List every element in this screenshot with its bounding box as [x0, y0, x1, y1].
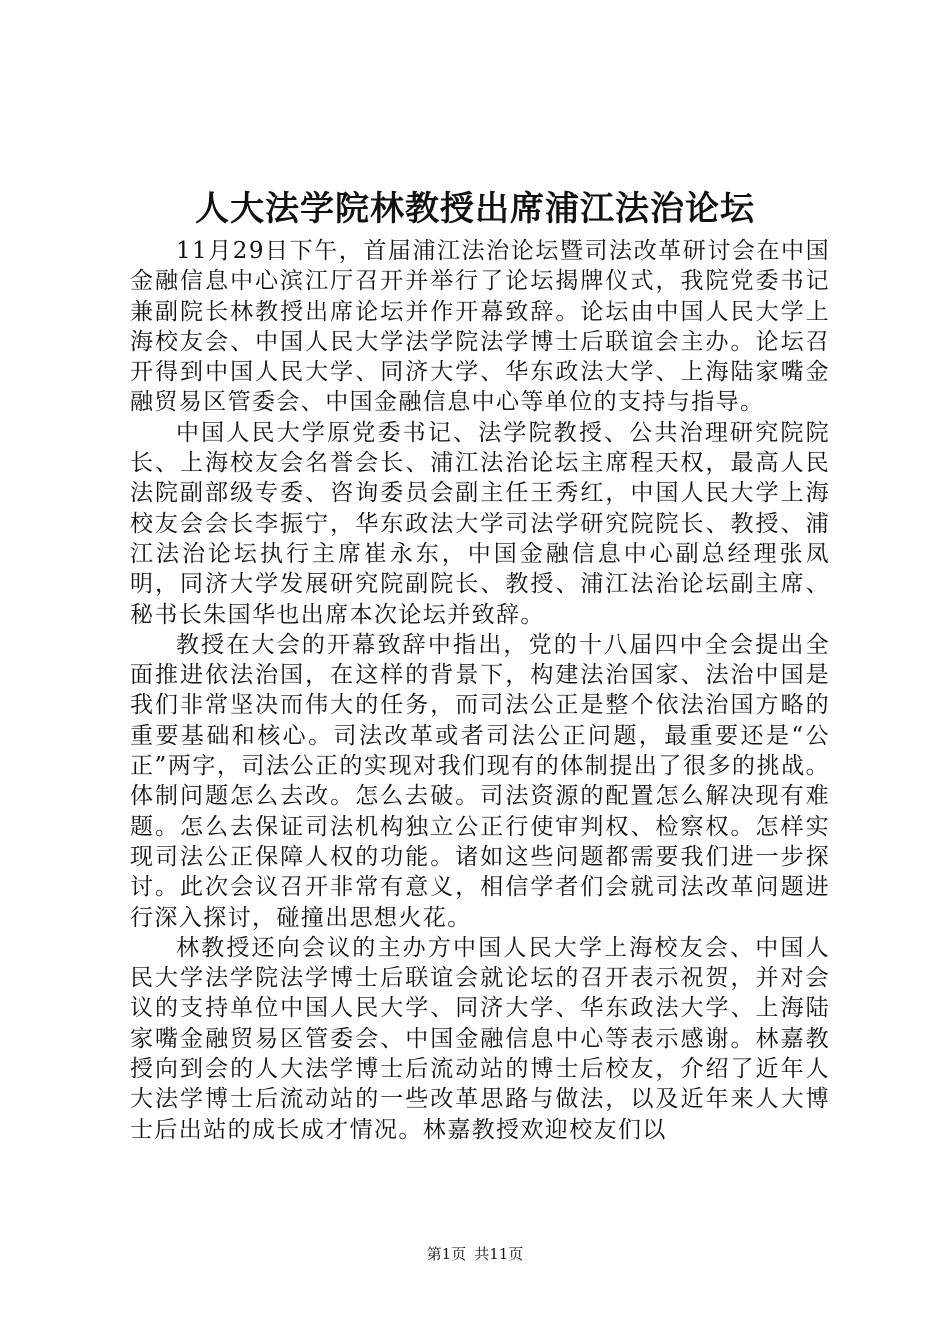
page-total: 共11页	[474, 1245, 524, 1263]
document-body	[130, 236, 830, 1145]
paragraph: 中国人民大学原党委书记、法学院教授、公共治理研究院院长、上海校友会名誉会长、浦江法治论坛主席程天权，最高人民法院副部级专委、咨询委员会副主任王秀红，中国人民大学上海校友会会长李振宁，华东政法大学司法学研究院院长、教授、浦江法治论坛执行主席崔永东，中国金融信息中心副总经理张凤明，同济大学发展研究院副院长、教授、浦江法治论坛副主席、秘书长朱国华也出席本次论坛并致辞。	[130, 419, 830, 628]
paragraph: 11月29日下午，首届浦江法治论坛暨司法改革研讨会在中国金融信息中心滨江厅召开并举行了论坛揭牌仪式，我院党委书记兼副院长林教授出席论坛并作开幕致辞。论坛由中国人民大学上海校友会、中国人民大学法学院法学博士后联谊会主办。论坛召开得到中国人民大学、同济大学、华东政法大学、上海陆家嘴金融贸易区管委会、中国金融信息中心等单位的支持与指导。	[130, 238, 830, 416]
page-title: 人大法学院林教授出席浦江法治论坛	[195, 189, 755, 229]
page-footer	[0, 1244, 950, 1264]
paragraph: 教授在大会的开幕致辞中指出，党的十八届四中全会提出全面推进依法治国，在这样的背景下，构建法治国家、法治中国是我们非常坚决而伟大的任务，而司法公正是整个依法治国方略的重要基础和核心。司法改革或者司法公正问题，最重要还是“公正”两字，司法公正的实现对我们现有的体制提出了很多的挑战。体制问题怎么去改。怎么去破。司法资源的配置怎么解决现有难题。怎么去保证司法机构独立公正行使审判权、检察权。怎样实现司法公正保障人权的功能。诸如这些问题都需要我们进一步探讨。此次会议召开非常有意义，相信学者们会就司法改革问题进行深入探讨，碰撞出思想火花。	[130, 631, 830, 931]
paragraph: 林教授还向会议的主办方中国人民大学上海校友会、中国人民大学法学院法学博士后联谊会就论坛的召开表示祝贺，并对会议的支持单位中国人民大学、同济大学、华东政法大学、上海陆家嘴金融贸易区管委会、中国金融信息中心等表示感谢。林嘉教授向到会的人大法学博士后流动站的博士后校友，介绍了近年人大法学博士后流动站的一些改革思路与做法，以及近年来人大博士后出站的成长成才情况。林嘉教授欢迎校友们以	[130, 934, 830, 1143]
page-number: 第1页	[426, 1245, 467, 1263]
